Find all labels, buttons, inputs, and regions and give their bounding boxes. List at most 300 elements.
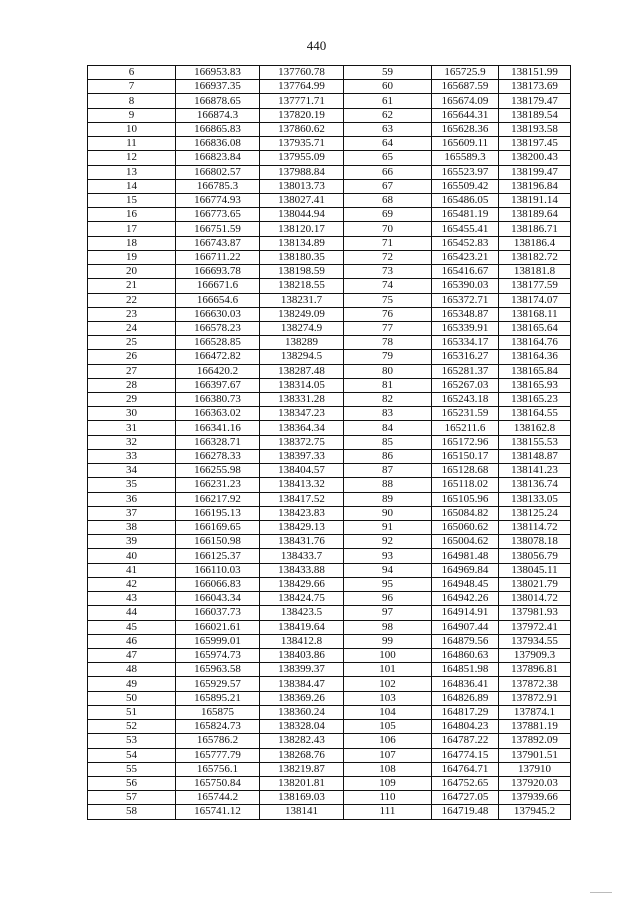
table-row xyxy=(88,734,571,748)
y-coordinate-cell: 138249.09 xyxy=(260,307,344,321)
point-number-cell: 46 xyxy=(88,634,176,648)
point-number-cell: 98 xyxy=(344,620,432,634)
y-coordinate-cell: 138423.5 xyxy=(260,606,344,620)
y-coordinate-cell: 138289 xyxy=(260,336,344,350)
table-row xyxy=(88,464,571,478)
x-coordinate-cell: 165060.62 xyxy=(432,521,499,535)
point-number-cell: 6 xyxy=(88,66,176,80)
point-number-cell: 61 xyxy=(344,94,432,108)
y-coordinate-cell: 138136.74 xyxy=(499,478,571,492)
point-number-cell: 81 xyxy=(344,378,432,392)
y-coordinate-cell: 137981.93 xyxy=(499,606,571,620)
y-coordinate-cell: 138165.84 xyxy=(499,364,571,378)
y-coordinate-cell: 138164.36 xyxy=(499,350,571,364)
y-coordinate-cell: 138412.8 xyxy=(260,634,344,648)
y-coordinate-cell: 138372.75 xyxy=(260,435,344,449)
y-coordinate-cell: 138399.37 xyxy=(260,663,344,677)
table-row xyxy=(88,265,571,279)
x-coordinate-cell: 166711.22 xyxy=(176,250,260,264)
x-coordinate-cell: 164969.84 xyxy=(432,563,499,577)
x-coordinate-cell: 164948.45 xyxy=(432,577,499,591)
y-coordinate-cell: 138347.23 xyxy=(260,407,344,421)
x-coordinate-cell: 166578.23 xyxy=(176,321,260,335)
point-number-cell: 76 xyxy=(344,307,432,321)
y-coordinate-cell: 138200.43 xyxy=(499,151,571,165)
y-coordinate-cell: 138294.5 xyxy=(260,350,344,364)
point-number-cell: 18 xyxy=(88,236,176,250)
x-coordinate-cell: 165243.18 xyxy=(432,393,499,407)
y-coordinate-cell: 138044.94 xyxy=(260,208,344,222)
point-number-cell: 42 xyxy=(88,577,176,591)
point-number-cell: 17 xyxy=(88,222,176,236)
point-number-cell: 30 xyxy=(88,407,176,421)
x-coordinate-cell: 164719.48 xyxy=(432,805,499,819)
x-coordinate-cell: 166169.65 xyxy=(176,521,260,535)
y-coordinate-cell: 138141.23 xyxy=(499,464,571,478)
y-coordinate-cell: 138189.64 xyxy=(499,208,571,222)
y-coordinate-cell: 138423.83 xyxy=(260,506,344,520)
x-coordinate-cell: 165416.67 xyxy=(432,265,499,279)
y-coordinate-cell: 137820.19 xyxy=(260,108,344,122)
x-coordinate-cell: 166397.67 xyxy=(176,378,260,392)
y-coordinate-cell: 137901.51 xyxy=(499,748,571,762)
point-number-cell: 51 xyxy=(88,705,176,719)
point-number-cell: 103 xyxy=(344,691,432,705)
y-coordinate-cell: 138013.73 xyxy=(260,179,344,193)
point-number-cell: 15 xyxy=(88,193,176,207)
x-coordinate-cell: 164942.26 xyxy=(432,592,499,606)
x-coordinate-cell: 166150.98 xyxy=(176,535,260,549)
point-number-cell: 50 xyxy=(88,691,176,705)
y-coordinate-cell: 138287.48 xyxy=(260,364,344,378)
point-number-cell: 29 xyxy=(88,393,176,407)
y-coordinate-cell: 138056.79 xyxy=(499,549,571,563)
y-coordinate-cell: 138181.8 xyxy=(499,265,571,279)
table-row xyxy=(88,307,571,321)
y-coordinate-cell: 137972.41 xyxy=(499,620,571,634)
point-number-cell: 20 xyxy=(88,265,176,279)
y-coordinate-cell: 138197.45 xyxy=(499,137,571,151)
table-row xyxy=(88,236,571,250)
table-row xyxy=(88,449,571,463)
table-row xyxy=(88,193,571,207)
y-coordinate-cell: 138021.79 xyxy=(499,577,571,591)
table-row xyxy=(88,549,571,563)
x-coordinate-cell: 165150.17 xyxy=(432,449,499,463)
point-number-cell: 35 xyxy=(88,478,176,492)
point-number-cell: 82 xyxy=(344,393,432,407)
point-number-cell: 67 xyxy=(344,179,432,193)
table-row xyxy=(88,393,571,407)
y-coordinate-cell: 138364.34 xyxy=(260,421,344,435)
table-row xyxy=(88,279,571,293)
x-coordinate-cell: 166043.34 xyxy=(176,592,260,606)
point-number-cell: 56 xyxy=(88,776,176,790)
y-coordinate-cell: 138219.87 xyxy=(260,762,344,776)
x-coordinate-cell: 166743.87 xyxy=(176,236,260,250)
point-number-cell: 97 xyxy=(344,606,432,620)
point-number-cell: 48 xyxy=(88,663,176,677)
y-coordinate-cell: 138274.9 xyxy=(260,321,344,335)
y-coordinate-cell: 138413.32 xyxy=(260,478,344,492)
point-number-cell: 34 xyxy=(88,464,176,478)
y-coordinate-cell: 138141 xyxy=(260,805,344,819)
point-number-cell: 77 xyxy=(344,321,432,335)
x-coordinate-cell: 165004.62 xyxy=(432,535,499,549)
point-number-cell: 28 xyxy=(88,378,176,392)
point-number-cell: 14 xyxy=(88,179,176,193)
y-coordinate-cell: 138198.59 xyxy=(260,265,344,279)
y-coordinate-cell: 138164.55 xyxy=(499,407,571,421)
y-coordinate-cell: 138134.89 xyxy=(260,236,344,250)
x-coordinate-cell: 166217.92 xyxy=(176,492,260,506)
y-coordinate-cell: 138189.54 xyxy=(499,108,571,122)
point-number-cell: 109 xyxy=(344,776,432,790)
point-number-cell: 85 xyxy=(344,435,432,449)
y-coordinate-cell: 137860.62 xyxy=(260,122,344,136)
table-row xyxy=(88,606,571,620)
y-coordinate-cell: 138314.05 xyxy=(260,378,344,392)
x-coordinate-cell: 165674.09 xyxy=(432,94,499,108)
point-number-cell: 84 xyxy=(344,421,432,435)
x-coordinate-cell: 165929.57 xyxy=(176,677,260,691)
x-coordinate-cell: 164764.71 xyxy=(432,762,499,776)
x-coordinate-cell: 165211.6 xyxy=(432,421,499,435)
y-coordinate-cell: 137945.2 xyxy=(499,805,571,819)
y-coordinate-cell: 138179.47 xyxy=(499,94,571,108)
point-number-cell: 101 xyxy=(344,663,432,677)
point-number-cell: 12 xyxy=(88,151,176,165)
point-number-cell: 45 xyxy=(88,620,176,634)
y-coordinate-cell: 137760.78 xyxy=(260,66,344,80)
x-coordinate-cell: 165895.21 xyxy=(176,691,260,705)
point-number-cell: 75 xyxy=(344,293,432,307)
x-coordinate-cell: 166671.6 xyxy=(176,279,260,293)
x-coordinate-cell: 165423.21 xyxy=(432,250,499,264)
point-number-cell: 21 xyxy=(88,279,176,293)
point-number-cell: 55 xyxy=(88,762,176,776)
y-coordinate-cell: 137909.3 xyxy=(499,648,571,662)
x-coordinate-cell: 165609.11 xyxy=(432,137,499,151)
point-number-cell: 100 xyxy=(344,648,432,662)
x-coordinate-cell: 166341.16 xyxy=(176,421,260,435)
x-coordinate-cell: 166528.85 xyxy=(176,336,260,350)
y-coordinate-cell: 137874.1 xyxy=(499,705,571,719)
point-number-cell: 63 xyxy=(344,122,432,136)
point-number-cell: 106 xyxy=(344,734,432,748)
y-coordinate-cell: 138169.03 xyxy=(260,791,344,805)
y-coordinate-cell: 138282.43 xyxy=(260,734,344,748)
table-row xyxy=(88,776,571,790)
x-coordinate-cell: 166066.83 xyxy=(176,577,260,591)
table-row xyxy=(88,791,571,805)
x-coordinate-cell: 166037.73 xyxy=(176,606,260,620)
x-coordinate-cell: 165486.05 xyxy=(432,193,499,207)
x-coordinate-cell: 165105.96 xyxy=(432,492,499,506)
table-row xyxy=(88,165,571,179)
x-coordinate-cell: 166693.78 xyxy=(176,265,260,279)
x-coordinate-cell: 164836.41 xyxy=(432,677,499,691)
page-number: 440 xyxy=(306,38,327,53)
x-coordinate-cell: 166865.83 xyxy=(176,122,260,136)
table-row xyxy=(88,421,571,435)
y-coordinate-cell: 138168.11 xyxy=(499,307,571,321)
x-coordinate-cell: 165756.1 xyxy=(176,762,260,776)
table-row xyxy=(88,350,571,364)
y-coordinate-cell: 138231.7 xyxy=(260,293,344,307)
table-row xyxy=(88,506,571,520)
point-number-cell: 31 xyxy=(88,421,176,435)
x-coordinate-cell: 166278.33 xyxy=(176,449,260,463)
x-coordinate-cell: 164727.05 xyxy=(432,791,499,805)
table-row xyxy=(88,805,571,819)
y-coordinate-cell: 138360.24 xyxy=(260,705,344,719)
y-coordinate-cell: 138182.72 xyxy=(499,250,571,264)
y-coordinate-cell: 138196.84 xyxy=(499,179,571,193)
x-coordinate-cell: 164879.56 xyxy=(432,634,499,648)
y-coordinate-cell: 138125.24 xyxy=(499,506,571,520)
point-number-cell: 99 xyxy=(344,634,432,648)
x-coordinate-cell: 164907.44 xyxy=(432,620,499,634)
point-number-cell: 7 xyxy=(88,80,176,94)
point-number-cell: 16 xyxy=(88,208,176,222)
y-coordinate-cell: 138397.33 xyxy=(260,449,344,463)
x-coordinate-cell: 165509.42 xyxy=(432,179,499,193)
point-number-cell: 79 xyxy=(344,350,432,364)
y-coordinate-cell: 138148.87 xyxy=(499,449,571,463)
corner-mark xyxy=(590,892,612,893)
x-coordinate-cell: 165084.82 xyxy=(432,506,499,520)
coordinates-table xyxy=(87,65,571,820)
x-coordinate-cell: 165974.73 xyxy=(176,648,260,662)
point-number-cell: 74 xyxy=(344,279,432,293)
table-row xyxy=(88,179,571,193)
point-number-cell: 53 xyxy=(88,734,176,748)
point-number-cell: 27 xyxy=(88,364,176,378)
point-number-cell: 93 xyxy=(344,549,432,563)
point-number-cell: 105 xyxy=(344,720,432,734)
table-row xyxy=(88,577,571,591)
x-coordinate-cell: 164804.23 xyxy=(432,720,499,734)
table-row xyxy=(88,321,571,335)
y-coordinate-cell: 138431.76 xyxy=(260,535,344,549)
x-coordinate-cell: 165741.12 xyxy=(176,805,260,819)
point-number-cell: 70 xyxy=(344,222,432,236)
y-coordinate-cell: 138417.52 xyxy=(260,492,344,506)
table-row xyxy=(88,535,571,549)
table-row xyxy=(88,407,571,421)
x-coordinate-cell: 165687.59 xyxy=(432,80,499,94)
point-number-cell: 73 xyxy=(344,265,432,279)
table-row xyxy=(88,691,571,705)
y-coordinate-cell: 138165.93 xyxy=(499,378,571,392)
point-number-cell: 107 xyxy=(344,748,432,762)
x-coordinate-cell: 165481.19 xyxy=(432,208,499,222)
table-row xyxy=(88,478,571,492)
point-number-cell: 68 xyxy=(344,193,432,207)
point-number-cell: 19 xyxy=(88,250,176,264)
y-coordinate-cell: 138419.64 xyxy=(260,620,344,634)
y-coordinate-cell: 138155.53 xyxy=(499,435,571,449)
y-coordinate-cell: 138186.71 xyxy=(499,222,571,236)
x-coordinate-cell: 165267.03 xyxy=(432,378,499,392)
table-row xyxy=(88,563,571,577)
point-number-cell: 49 xyxy=(88,677,176,691)
table-row xyxy=(88,748,571,762)
x-coordinate-cell: 165316.27 xyxy=(432,350,499,364)
point-number-cell: 65 xyxy=(344,151,432,165)
x-coordinate-cell: 166472.82 xyxy=(176,350,260,364)
x-coordinate-cell: 166874.3 xyxy=(176,108,260,122)
x-coordinate-cell: 166836.08 xyxy=(176,137,260,151)
point-number-cell: 108 xyxy=(344,762,432,776)
table-row xyxy=(88,222,571,236)
table-row xyxy=(88,250,571,264)
x-coordinate-cell: 166878.65 xyxy=(176,94,260,108)
y-coordinate-cell: 138199.47 xyxy=(499,165,571,179)
point-number-cell: 11 xyxy=(88,137,176,151)
y-coordinate-cell: 137935.71 xyxy=(260,137,344,151)
y-coordinate-cell: 138268.76 xyxy=(260,748,344,762)
y-coordinate-cell: 138165.64 xyxy=(499,321,571,335)
point-number-cell: 95 xyxy=(344,577,432,591)
x-coordinate-cell: 165128.68 xyxy=(432,464,499,478)
x-coordinate-cell: 165334.17 xyxy=(432,336,499,350)
point-number-cell: 36 xyxy=(88,492,176,506)
point-number-cell: 9 xyxy=(88,108,176,122)
table-row xyxy=(88,151,571,165)
x-coordinate-cell: 165824.73 xyxy=(176,720,260,734)
x-coordinate-cell: 166802.57 xyxy=(176,165,260,179)
y-coordinate-cell: 138162.8 xyxy=(499,421,571,435)
x-coordinate-cell: 165644.31 xyxy=(432,108,499,122)
y-coordinate-cell: 138151.99 xyxy=(499,66,571,80)
point-number-cell: 90 xyxy=(344,506,432,520)
x-coordinate-cell: 166937.35 xyxy=(176,80,260,94)
x-coordinate-cell: 166021.61 xyxy=(176,620,260,634)
x-coordinate-cell: 164752.65 xyxy=(432,776,499,790)
x-coordinate-cell: 165744.2 xyxy=(176,791,260,805)
x-coordinate-cell: 166773.65 xyxy=(176,208,260,222)
table-row xyxy=(88,66,571,80)
x-coordinate-cell: 165390.03 xyxy=(432,279,499,293)
y-coordinate-cell: 138180.35 xyxy=(260,250,344,264)
y-coordinate-cell: 138045.11 xyxy=(499,563,571,577)
point-number-cell: 60 xyxy=(344,80,432,94)
y-coordinate-cell: 138014.72 xyxy=(499,592,571,606)
point-number-cell: 83 xyxy=(344,407,432,421)
y-coordinate-cell: 137872.38 xyxy=(499,677,571,691)
x-coordinate-cell: 165725.9 xyxy=(432,66,499,80)
point-number-cell: 41 xyxy=(88,563,176,577)
table-row xyxy=(88,122,571,136)
x-coordinate-cell: 165118.02 xyxy=(432,478,499,492)
y-coordinate-cell: 138429.13 xyxy=(260,521,344,535)
y-coordinate-cell: 138201.81 xyxy=(260,776,344,790)
y-coordinate-cell: 137771.71 xyxy=(260,94,344,108)
point-number-cell: 22 xyxy=(88,293,176,307)
table-row xyxy=(88,720,571,734)
x-coordinate-cell: 165750.84 xyxy=(176,776,260,790)
y-coordinate-cell: 138177.59 xyxy=(499,279,571,293)
point-number-cell: 87 xyxy=(344,464,432,478)
table-row xyxy=(88,663,571,677)
point-number-cell: 89 xyxy=(344,492,432,506)
table-row xyxy=(88,208,571,222)
x-coordinate-cell: 165455.41 xyxy=(432,222,499,236)
table-row xyxy=(88,137,571,151)
point-number-cell: 92 xyxy=(344,535,432,549)
y-coordinate-cell: 138424.75 xyxy=(260,592,344,606)
y-coordinate-cell: 138384.47 xyxy=(260,677,344,691)
x-coordinate-cell: 166380.73 xyxy=(176,393,260,407)
point-number-cell: 13 xyxy=(88,165,176,179)
x-coordinate-cell: 164774.15 xyxy=(432,748,499,762)
y-coordinate-cell: 138078.18 xyxy=(499,535,571,549)
x-coordinate-cell: 165348.87 xyxy=(432,307,499,321)
point-number-cell: 111 xyxy=(344,805,432,819)
y-coordinate-cell: 138193.58 xyxy=(499,122,571,136)
y-coordinate-cell: 138433.7 xyxy=(260,549,344,563)
point-number-cell: 58 xyxy=(88,805,176,819)
y-coordinate-cell: 138191.14 xyxy=(499,193,571,207)
x-coordinate-cell: 166195.13 xyxy=(176,506,260,520)
point-number-cell: 23 xyxy=(88,307,176,321)
y-coordinate-cell: 138433.88 xyxy=(260,563,344,577)
table-row xyxy=(88,378,571,392)
x-coordinate-cell: 166328.71 xyxy=(176,435,260,449)
point-number-cell: 59 xyxy=(344,66,432,80)
x-coordinate-cell: 164826.89 xyxy=(432,691,499,705)
x-coordinate-cell: 166231.23 xyxy=(176,478,260,492)
point-number-cell: 94 xyxy=(344,563,432,577)
point-number-cell: 62 xyxy=(344,108,432,122)
point-number-cell: 33 xyxy=(88,449,176,463)
table-row xyxy=(88,592,571,606)
x-coordinate-cell: 165172.96 xyxy=(432,435,499,449)
y-coordinate-cell: 137920.03 xyxy=(499,776,571,790)
point-number-cell: 57 xyxy=(88,791,176,805)
x-coordinate-cell: 166751.59 xyxy=(176,222,260,236)
x-coordinate-cell: 165777.79 xyxy=(176,748,260,762)
y-coordinate-cell: 137872.91 xyxy=(499,691,571,705)
x-coordinate-cell: 164981.48 xyxy=(432,549,499,563)
x-coordinate-cell: 164860.63 xyxy=(432,648,499,662)
x-coordinate-cell: 165786.2 xyxy=(176,734,260,748)
point-number-cell: 40 xyxy=(88,549,176,563)
x-coordinate-cell: 166125.37 xyxy=(176,549,260,563)
x-coordinate-cell: 166785.3 xyxy=(176,179,260,193)
point-number-cell: 25 xyxy=(88,336,176,350)
x-coordinate-cell: 166630.03 xyxy=(176,307,260,321)
point-number-cell: 32 xyxy=(88,435,176,449)
x-coordinate-cell: 165281.37 xyxy=(432,364,499,378)
x-coordinate-cell: 165875 xyxy=(176,705,260,719)
y-coordinate-cell: 137892.09 xyxy=(499,734,571,748)
point-number-cell: 43 xyxy=(88,592,176,606)
y-coordinate-cell: 138331.28 xyxy=(260,393,344,407)
y-coordinate-cell: 137934.55 xyxy=(499,634,571,648)
point-number-cell: 110 xyxy=(344,791,432,805)
x-coordinate-cell: 166953.83 xyxy=(176,66,260,80)
x-coordinate-cell: 166654.6 xyxy=(176,293,260,307)
point-number-cell: 80 xyxy=(344,364,432,378)
x-coordinate-cell: 165523.97 xyxy=(432,165,499,179)
point-number-cell: 66 xyxy=(344,165,432,179)
y-coordinate-cell: 137955.09 xyxy=(260,151,344,165)
y-coordinate-cell: 138218.55 xyxy=(260,279,344,293)
point-number-cell: 26 xyxy=(88,350,176,364)
